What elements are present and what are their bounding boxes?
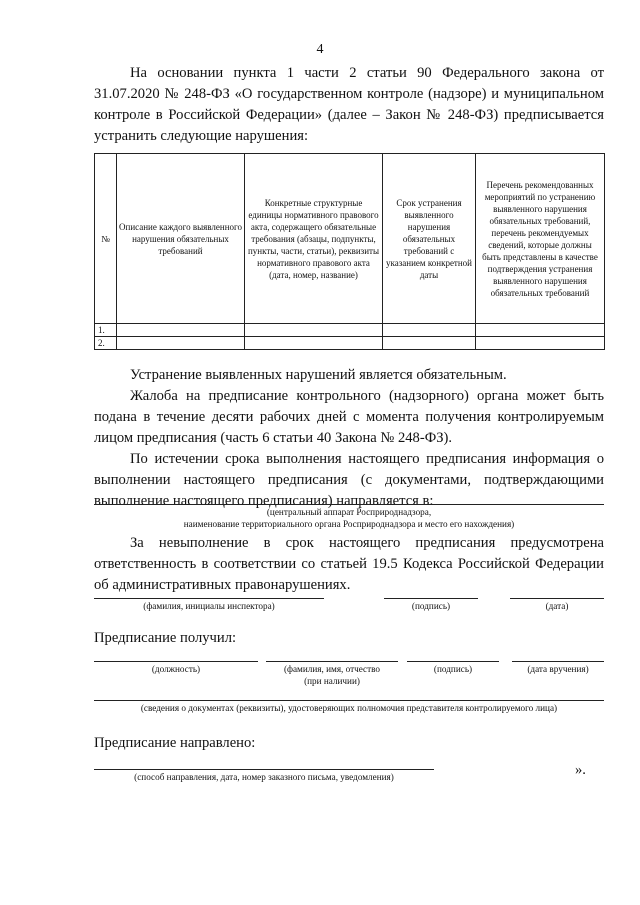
recipient-caption-2: наименование территориального органа Росприроднадзора и место его нахождения) (183, 519, 515, 529)
sent-label: Предписание направлено: (94, 735, 256, 751)
mandatory-paragraph: Устранение выявленных нарушений является обязательным. (130, 367, 507, 383)
recipient-line (94, 504, 604, 505)
violations-table (94, 153, 605, 350)
table-cell (476, 337, 605, 350)
table-row (95, 324, 605, 337)
header-deadline: Срок устранения выявленного нарушения обязательных требований с указанием конкретной даты (383, 154, 476, 324)
inspector-date-line (510, 598, 604, 599)
table-cell (383, 324, 476, 337)
name-caption-1: (фамилия, имя, отчество (283, 664, 381, 674)
inspector-line (94, 598, 324, 599)
sent-method-line (94, 769, 434, 770)
table-header-row (95, 154, 605, 324)
table-cell (476, 324, 605, 337)
table-cell (117, 324, 245, 337)
table-cell (117, 337, 245, 350)
inspector-signature-caption: (подпись) (411, 601, 451, 611)
position-line (94, 661, 258, 662)
liability-paragraph: За невыполнение в срок настоящего предписания предусмотрена ответственность в соответствии со статьей 19.5 Кодекса Российской Федерации об административных правонарушениях. (94, 535, 604, 593)
header-description: Описание каждого выявленного нарушения обязательных требований (117, 154, 245, 324)
table-cell (245, 337, 383, 350)
delivery-date-caption: (дата вручения) (527, 664, 589, 674)
closing-quote: ». (575, 762, 586, 778)
row-number: 2. (95, 337, 117, 350)
inspector-caption: (фамилия, инициалы инспектора) (143, 601, 275, 611)
header-number: № (95, 154, 117, 324)
table-cell (245, 324, 383, 337)
page-number: 4 (316, 42, 324, 57)
table-cell (383, 337, 476, 350)
info-paragraph: По истечении срока выполнения настоящего предписания информация о выполнении настоящего предписания (с документами, подтверждающими выполнение настоящего предписания) направляется в: (94, 451, 604, 509)
recipient-caption-1: (центральный аппарат Росприроднадзора, (266, 507, 432, 517)
sent-method-caption: (способ направления, дата, номер заказного письма, уведомления) (134, 772, 394, 782)
table-row (95, 337, 605, 350)
received-label: Предписание получил: (94, 630, 237, 646)
name-line (266, 661, 398, 662)
name-caption-2: (при наличии) (304, 676, 360, 686)
receiver-signature-caption: (подпись) (433, 664, 473, 674)
documents-caption: (сведения о документах (реквизиты), удостоверяющих полномочия представителя контролируемого лица) (140, 703, 558, 713)
intro-paragraph: На основании пункта 1 части 2 статьи 90 Федерального закона от 31.07.2020 № 248-ФЗ «О государственном контроле (надзоре) и муниципальном контроле в Российской Федерации» (далее – Закон № 248-ФЗ) предписывается устранить следующие нарушения: (94, 65, 604, 144)
receiver-signature-line (407, 661, 499, 662)
header-structural-units: Конкретные структурные единицы нормативного правового акта, содержащего обязательные требования (абзацы, подпункты, пункты, части, статьи), реквизиты нормативного правового акта (дата, номер, название) (245, 154, 383, 324)
inspector-signature-line (384, 598, 478, 599)
documents-line (94, 700, 604, 701)
header-measures: Перечень рекомендованных мероприятий по устранению выявленного нарушения обязательных требований, перечень рекомендуемых сведений, которые должны быть представлены в качестве подтверждения устранения выявленного нарушения обязательных требований (476, 154, 605, 324)
delivery-date-line (512, 661, 604, 662)
complaint-paragraph: Жалоба на предписание контрольного (надзорного) органа может быть подана в течение десяти рабочих дней с момента получения контролируемым лицом предписания (часть 6 статьи 40 Закона № 248-ФЗ). (94, 388, 604, 446)
row-number: 1. (95, 324, 117, 337)
position-caption: (должность) (151, 664, 201, 674)
inspector-date-caption: (дата) (545, 601, 569, 611)
